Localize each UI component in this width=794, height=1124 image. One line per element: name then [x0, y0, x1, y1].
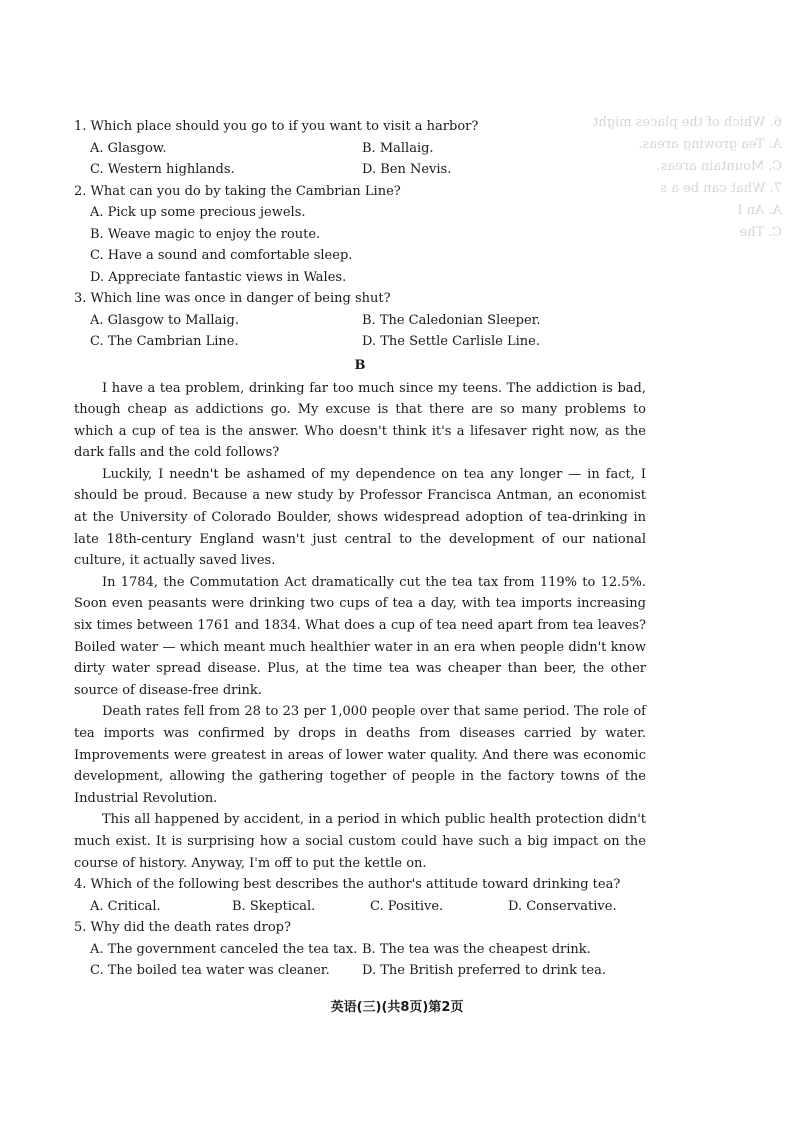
passage-paragraph-4: Death rates fell from 28 to 23 per 1,000 people over that same period. The role of tea imports was confirmed by drops in deaths from diseases carried by water. Improvements were greatest in areas of lower water quality. And there was economic development, allowing the gathering together of people in the factory towns of the Industrial Revolution.	[74, 704, 646, 806]
passage-paragraph-3: In 1784, the Commutation Act dramatically cut the tea tax from 119% to 12.5%. Soon even peasants were drinking two cups of tea a day, with tea imports increasing six times between 1761 and 1834. What does a cup of tea need apart from tea leaves? Boiled water — which meant much healthier water in an era when people didn't know dirty water spread disease. Plus, at the time tea was cheaper than beer, the other source of disease-free drink.	[74, 574, 646, 698]
option-b: B. The Caledonian Sleeper.	[362, 312, 541, 328]
question-1-stem: 1. Which place should you go to if you want to visit a harbor?	[74, 119, 479, 134]
passage-paragraph-2: Luckily, I needn't be ashamed of my dependence on tea any longer — in fact, I should be proud. Because a new study by Professor Francisca Antman, an economist at the University of Colorado Boulder, shows widespread adoption of tea-drinking in late 18th-century England wasn't just central to the development of our national culture, it actually saved lives.	[74, 466, 646, 569]
option-a: A. Glasgow to Mallaig.	[90, 312, 239, 328]
question-5-options-row	[74, 939, 646, 961]
option-d: D. The Settle Carlisle Line.	[362, 334, 540, 349]
page-footer: 英语(三)(共8页)第2页	[330, 1000, 464, 1015]
question-1-options-row	[74, 138, 646, 160]
option-a: A. Pick up some precious jewels.	[90, 205, 306, 220]
question-4-stem: 4. Which of the following best describes the author's attitude toward drinking tea?	[74, 877, 621, 893]
question-3-options-row	[74, 331, 646, 353]
section-b-title: B	[354, 357, 366, 373]
question-4-options-row	[74, 896, 646, 918]
option-c: C. Western highlands.	[90, 162, 235, 177]
passage-paragraph-1: I have a tea problem, drinking far too much since my teens. The addiction is bad, though cheap as addictions go. My excuse is that there are so many problems to which a cup of tea is the answer. Who doesn't think it's a lifesaver right now, as the dark falls and the cold follows?	[74, 380, 646, 461]
bleed-line: 6. Which of the places might	[593, 115, 782, 130]
option-a: A. The government canceled the tea tax.	[90, 941, 358, 957]
passage-paragraph-5: This all happened by accident, in a period in which public health protection didn't much exist. It is surprising how a social custom could have such a big impact on the course of history. Anyway, I'm off to put the kettle on.	[74, 812, 646, 871]
option-c: C. The Cambrian Line.	[90, 334, 239, 349]
option-b: B. Weave magic to enjoy the route.	[90, 226, 321, 242]
option-d: D. Appreciate fantastic views in Wales.	[90, 269, 347, 285]
option-c: C. Positive.	[370, 898, 444, 914]
option-d: D. Conservative.	[508, 898, 617, 914]
bleed-line: A. Tea growing areas.	[638, 137, 782, 152]
option-a: A. Critical.	[90, 898, 161, 914]
question-3-options-row	[74, 310, 646, 332]
option-b: B. The tea was the cheapest drink.	[362, 941, 591, 957]
option-c: C. Have a sound and comfortable sleep.	[90, 248, 353, 263]
option-b: B. Mallaig.	[362, 140, 434, 156]
option-d: D. The British preferred to drink tea.	[362, 963, 606, 979]
bleed-line: 7. What can be a s	[660, 181, 782, 196]
question-3-stem: 3. Which line was once in danger of being shut?	[74, 291, 391, 306]
option-d: D. Ben Nevis.	[362, 162, 452, 177]
bleed-line: C. Mountain areas.	[656, 159, 782, 174]
question-5-options-row	[74, 960, 646, 982]
option-a: A. Glasgow.	[90, 140, 167, 156]
option-c: C. The boiled tea water was cleaner.	[90, 963, 330, 979]
question-1-options-row	[74, 159, 646, 181]
question-5-stem: 5. Why did the death rates drop?	[74, 920, 291, 936]
page-content	[74, 116, 646, 982]
question-2-stem: 2. What can you do by taking the Cambrian Line?	[74, 183, 401, 199]
bleed-line: C. The	[739, 225, 782, 240]
option-b: B. Skeptical.	[232, 898, 316, 914]
bleed-line: A. An I	[737, 203, 782, 218]
